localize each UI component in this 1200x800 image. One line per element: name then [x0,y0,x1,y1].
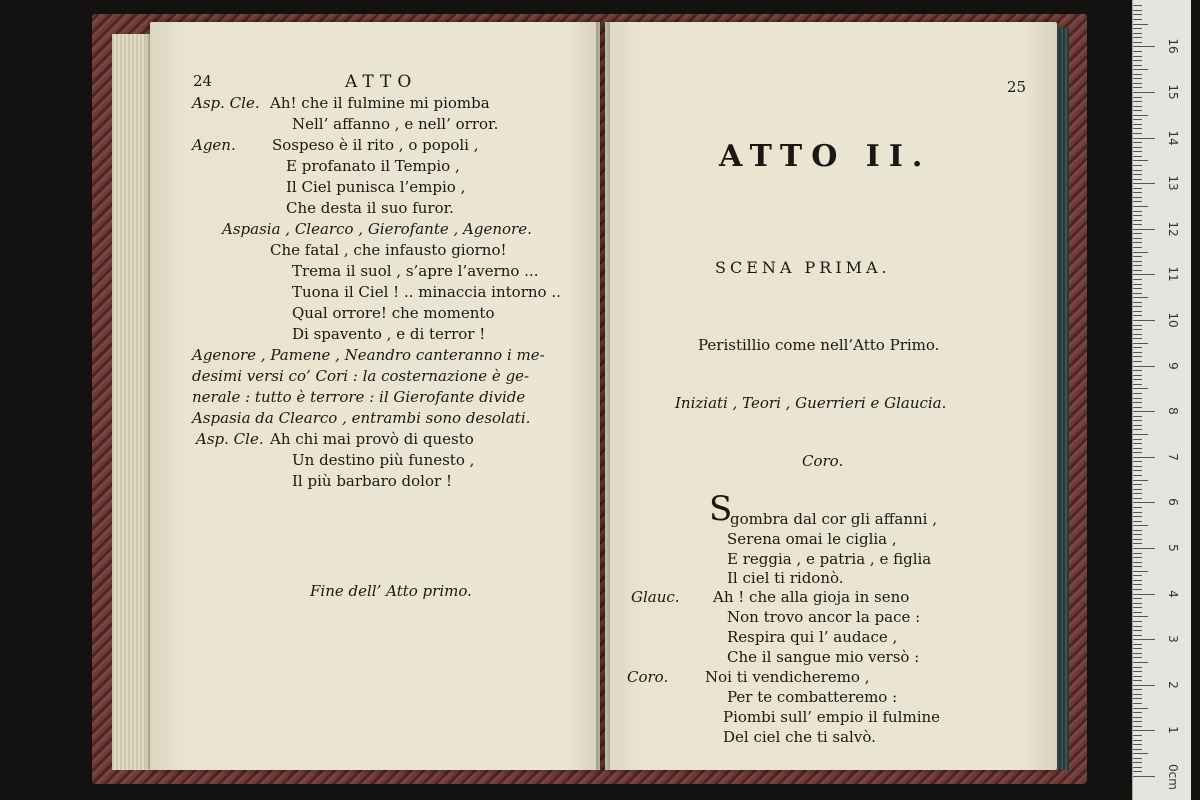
ruler-label: 11 [1166,266,1180,283]
verse-line: Di spavento , e di terror ! [292,325,486,343]
ruler-tick [1133,525,1148,526]
verse-line: Ah chi mai provò di questo [270,430,474,448]
verse-line: Che il sangue mio versò : [727,648,920,666]
ruler-tick [1133,302,1142,303]
stage-direction: nerale : tutto è terrore : il Gierofante divide [192,388,526,406]
ruler-tick [1133,65,1142,66]
ruler-tick [1133,480,1148,481]
ruler-tick [1133,685,1155,686]
ruler-tick [1133,771,1142,772]
ruler-label: 6 [1166,498,1180,507]
ruler-tick [1133,616,1148,617]
left-page [150,22,600,770]
ruler-tick [1133,680,1142,681]
ruler-tick [1133,439,1142,440]
ruler-label: 14 [1166,129,1180,146]
ruler-tick [1133,584,1142,585]
ruler-tick [1133,489,1142,490]
ruler-tick [1133,744,1142,745]
verse-line: Il ciel ti ridonò. [727,569,844,587]
ruler-tick [1133,530,1142,531]
ruler-tick [1133,261,1142,262]
ruler-tick [1133,256,1142,257]
ruler-tick [1133,179,1142,180]
ruler-tick [1133,562,1142,563]
verse-line: Tuona il Ciel ! .. minaccia intorno .. [292,283,561,301]
ruler-tick [1133,293,1142,294]
ruler-label: 0cm [1166,764,1180,790]
ruler-tick [1133,498,1142,499]
stage-direction: Aspasia , Clearco , Gierofante , Agenore. [222,220,532,238]
ruler-tick [1133,740,1142,741]
ruler-tick [1133,160,1148,161]
ruler-tick [1133,183,1155,184]
ruler-tick [1133,635,1142,636]
ruler-tick [1133,311,1142,312]
ruler-tick [1133,443,1142,444]
ruler-tick [1133,543,1142,544]
verse-line: Ah ! che alla gioja in seno [713,588,910,606]
ruler-tick [1133,42,1142,43]
speaker-label: Asp. Cle. [192,94,260,112]
scene-title: SCENA PRIMA. [715,258,891,277]
ruler-tick [1133,10,1142,11]
ruler-tick [1133,170,1142,171]
ruler-tick [1133,124,1142,125]
ruler-tick [1133,101,1142,102]
ruler-tick [1133,356,1142,357]
ruler-tick [1133,657,1142,658]
verse-line: E profanato il Tempio , [286,157,460,175]
ruler-tick [1133,343,1148,344]
ruler-tick [1133,571,1148,572]
ruler-tick [1133,151,1142,152]
ruler-tick [1133,156,1142,157]
ruler-tick [1133,534,1142,535]
ruler-tick [1133,539,1142,540]
ruler-tick [1133,320,1155,321]
ruler-tick [1133,521,1142,522]
ruler-tick [1133,24,1148,25]
ruler-label: 5 [1166,544,1180,552]
ruler-tick [1133,174,1142,175]
page-number-right: 25 [1007,78,1027,96]
ruler-tick [1133,398,1142,399]
ruler-tick [1133,288,1142,289]
ruler-tick [1133,502,1155,503]
ruler-tick [1133,671,1142,672]
ruler-tick [1133,644,1142,645]
ruler-tick [1133,325,1142,326]
ruler-tick [1133,306,1142,307]
ruler-tick [1133,252,1148,253]
ruler-tick [1133,721,1142,722]
ruler-tick [1133,110,1142,111]
verse-line: Un destino più funesto , [292,451,475,469]
scene-setting: Peristillio come nell’Atto Primo. [698,336,940,354]
ruler-tick [1133,507,1142,508]
ruler-tick [1133,215,1142,216]
ruler-tick [1133,115,1148,116]
ruler-tick [1133,142,1142,143]
verse-line: Ah! che il fulmine mi piomba [270,94,490,112]
ruler-tick [1133,566,1142,567]
ruler-tick [1133,411,1155,412]
verse-line: Qual orrore! che momento [292,304,495,322]
ruler-tick [1133,334,1142,335]
ruler-tick [1133,138,1155,139]
ruler-tick [1133,448,1142,449]
ruler-tick [1133,384,1142,385]
ruler-tick [1133,119,1142,120]
ruler-tick [1133,429,1142,430]
ruler-tick [1133,703,1142,704]
ruler-tick [1133,83,1142,84]
ruler-label: 4 [1166,589,1180,598]
ruler-tick [1133,466,1142,467]
ruler-tick [1133,475,1142,476]
ruler-tick [1133,630,1142,631]
ruler-tick [1133,379,1142,380]
ruler-tick [1133,270,1142,271]
ruler-tick [1133,621,1142,622]
running-header: ATTO [345,72,418,92]
ruler-tick [1133,603,1142,604]
ruler-label: 1 [1166,726,1180,735]
chorus-label: Coro. [802,452,844,470]
ruler-tick [1133,726,1142,727]
act-end-note: Fine dell’ Atto primo. [310,582,472,600]
verse-line: Che desta il suo furor. [286,199,454,217]
ruler-tick [1133,247,1142,248]
ruler-tick [1133,92,1155,93]
ruler-tick [1133,667,1142,668]
verse-line: Respira qui l’ audace , [727,628,898,646]
ruler-tick [1133,60,1142,61]
ruler-tick [1133,776,1155,777]
right-page [605,22,1057,770]
verse-line: Per te combatteremo : [727,688,898,706]
verse-line: Piombi sull’ empio il fulmine [723,708,941,726]
ruler-tick [1133,220,1142,221]
ruler-tick [1133,712,1142,713]
ruler-label: 10 [1166,312,1180,328]
ruler-tick [1133,265,1142,266]
ruler-tick [1133,375,1142,376]
ruler-label: 12 [1166,221,1180,237]
ruler-tick [1133,653,1142,654]
ruler-tick [1133,329,1142,330]
verse-line: Noi ti vendicheremo , [705,668,870,686]
ruler-tick [1133,694,1142,695]
ruler-tick [1133,315,1142,316]
ruler-tick [1133,297,1148,298]
verse-line: Il Ciel punisca l’empio , [286,178,466,196]
verse-line: Nell’ affanno , e nell’ orror. [292,115,499,133]
ruler-tick [1133,188,1142,189]
ruler-tick [1133,676,1142,677]
ruler-label: 2 [1166,680,1180,689]
page-edges-left [112,34,152,770]
ruler-tick [1133,662,1148,663]
ruler-tick [1133,238,1142,239]
ruler-tick [1133,206,1148,207]
verse-line: Che fatal , che infausto giorno! [270,241,507,259]
verse-line: Sospeso è il rito , o popoli , [272,136,479,154]
ruler-tick [1133,128,1142,129]
ruler-tick [1133,279,1142,280]
ruler-tick [1133,730,1155,731]
stage-direction: Agenore , Pamene , Neandro canteranno i me- [192,346,545,364]
verse-line: Serena omai le ciglia , [727,530,897,548]
ruler-tick [1133,229,1155,230]
ruler-tick [1133,388,1148,389]
measuring-ruler [1132,0,1191,800]
ruler-tick [1133,639,1155,640]
ruler-tick [1133,366,1155,367]
ruler-tick [1133,452,1142,453]
ruler-tick [1133,5,1142,6]
ruler-tick [1133,420,1142,421]
ruler-label: 8 [1166,407,1180,415]
stage-direction: desimi versi co’ Cori : la costernazione è ge- [192,367,530,385]
ruler-tick [1133,767,1142,768]
ruler-tick [1133,689,1142,690]
ruler-tick [1133,78,1142,79]
ruler-tick [1133,626,1142,627]
verse-line: Trema il suol , s’apre l’averno ... [292,262,539,280]
ruler-tick [1133,762,1142,763]
speaker-label: Glauc. [631,588,680,606]
stage-direction: Aspasia da Clearco , entrambi sono desolati. [192,409,531,427]
ruler-tick [1133,612,1142,613]
ruler-tick [1133,106,1142,107]
ruler-tick [1133,553,1142,554]
ruler-tick [1133,402,1142,403]
ruler-tick [1133,97,1142,98]
book-gutter [596,22,610,770]
page-number-left: 24 [193,72,213,90]
ruler-tick [1133,457,1155,458]
act-title: ATTO II. [719,139,932,174]
ruler-tick [1133,284,1142,285]
ruler-tick [1133,708,1148,709]
ruler-tick [1133,598,1142,599]
ruler-tick [1133,33,1142,34]
verse-line: E reggia , e patria , e figlia [727,550,932,568]
ruler-tick [1133,165,1142,166]
ruler-tick [1133,749,1142,750]
ruler-tick [1133,147,1142,148]
verse-line: Del ciel che ti salvò. [723,728,876,746]
verse-line: Il più barbaro dolor ! [292,472,452,490]
ruler-tick [1133,201,1142,202]
ruler-tick [1133,87,1142,88]
ruler-tick [1133,28,1142,29]
ruler-label: 15 [1166,84,1180,100]
ruler-tick [1133,338,1142,339]
ruler-tick [1133,698,1142,699]
ruler-label: 13 [1166,175,1180,191]
ruler-tick [1133,133,1142,134]
ruler-tick [1133,233,1142,234]
ruler-tick [1133,347,1142,348]
drop-cap: S [709,489,733,529]
ruler-tick [1133,648,1142,649]
verse-line: gombra dal cor gli affanni , [730,510,937,528]
ruler-tick [1133,717,1142,718]
ruler-tick [1133,197,1142,198]
speaker-label: Coro. [627,668,669,686]
ruler-tick [1133,56,1142,57]
ruler-tick [1133,51,1142,52]
ruler-tick [1133,753,1148,754]
ruler-tick [1133,393,1142,394]
ruler-label: 7 [1166,452,1180,461]
ruler-tick [1133,352,1142,353]
ruler-tick [1133,758,1142,759]
speaker-label: Agen. [192,136,236,154]
ruler-tick [1133,557,1142,558]
ruler-tick [1133,242,1142,243]
ruler-tick [1133,37,1142,38]
ruler-tick [1133,516,1142,517]
page-edges-right [1055,28,1069,770]
character-list: Iniziati , Teori , Guerrieri e Glaucia. [675,394,947,412]
verse-line: Non trovo ancor la pace : [727,608,921,626]
ruler-tick [1133,14,1142,15]
ruler-tick [1133,69,1148,70]
ruler-tick [1133,589,1142,590]
ruler-tick [1133,19,1142,20]
ruler-tick [1133,407,1142,408]
ruler-tick [1133,416,1142,417]
ruler-tick [1133,434,1148,435]
ruler-tick [1133,580,1142,581]
ruler-tick [1133,361,1142,362]
ruler-tick [1133,607,1142,608]
ruler-tick [1133,274,1155,275]
speaker-label: Asp. Cle. [196,430,264,448]
ruler-label: 3 [1166,635,1180,643]
ruler-tick [1133,470,1142,471]
ruler-tick [1133,224,1142,225]
ruler-tick [1133,548,1155,549]
ruler-tick [1133,425,1142,426]
ruler-label: 9 [1166,361,1180,370]
ruler-tick [1133,461,1142,462]
ruler-tick [1133,74,1142,75]
ruler-tick [1133,512,1142,513]
ruler-tick [1133,735,1142,736]
ruler-tick [1133,46,1155,47]
ruler-tick [1133,211,1142,212]
ruler-label: 16 [1166,38,1180,55]
ruler-tick [1133,575,1142,576]
ruler-tick [1133,493,1142,494]
ruler-tick [1133,370,1142,371]
ruler-tick [1133,594,1155,595]
ruler-tick [1133,192,1142,193]
ruler-tick [1133,484,1142,485]
